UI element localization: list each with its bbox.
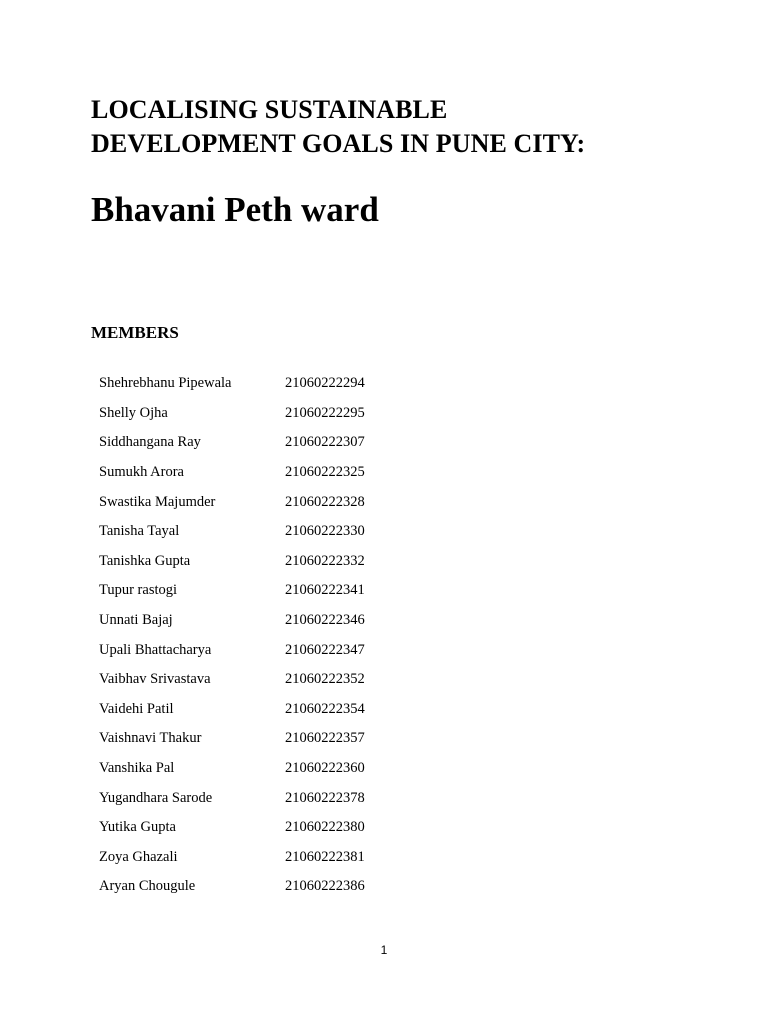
member-name: Shelly Ojha xyxy=(99,404,168,421)
ward-subtitle: Bhavani Peth ward xyxy=(91,190,379,229)
member-id: 21060222328 xyxy=(285,493,365,510)
member-row xyxy=(99,517,365,547)
member-name: Vaibhav Srivastava xyxy=(99,671,211,688)
member-id: 21060222352 xyxy=(285,671,365,688)
member-id: 21060222354 xyxy=(285,700,365,717)
member-row xyxy=(99,754,365,784)
member-id: 21060222381 xyxy=(285,848,365,865)
member-name: Sumukh Arora xyxy=(99,464,184,481)
member-name: Vanshika Pal xyxy=(99,760,175,777)
member-row xyxy=(99,813,365,843)
member-id: 21060222307 xyxy=(285,434,365,451)
member-id: 21060222294 xyxy=(285,375,365,392)
member-row xyxy=(99,487,365,517)
member-row xyxy=(99,695,365,725)
member-name: Siddhangana Ray xyxy=(99,434,201,451)
member-row xyxy=(99,783,365,813)
document-title xyxy=(91,93,585,161)
member-row xyxy=(99,606,365,636)
members-table xyxy=(99,369,365,902)
member-row xyxy=(99,369,365,399)
member-id: 21060222330 xyxy=(285,523,365,540)
member-id: 21060222295 xyxy=(285,404,365,421)
member-name: Swastika Majumder xyxy=(99,493,216,510)
member-name: Aryan Chougule xyxy=(99,878,196,895)
member-row xyxy=(99,399,365,429)
member-row xyxy=(99,724,365,754)
member-name: Tanisha Tayal xyxy=(99,523,180,540)
page-number: 1 xyxy=(380,943,388,957)
member-row xyxy=(99,635,365,665)
member-row xyxy=(99,428,365,458)
member-row xyxy=(99,872,365,902)
member-row xyxy=(99,843,365,873)
member-id: 21060222341 xyxy=(285,582,365,599)
members-heading: MEMBERS xyxy=(91,323,179,342)
member-id: 21060222332 xyxy=(285,552,365,569)
member-name: Yutika Gupta xyxy=(99,819,176,836)
member-name: Yugandhara Sarode xyxy=(99,789,213,806)
member-row xyxy=(99,458,365,488)
member-row xyxy=(99,576,365,606)
member-id: 21060222357 xyxy=(285,730,365,747)
members-list xyxy=(99,369,365,902)
member-name: Upali Bhattacharya xyxy=(99,641,212,658)
member-id: 21060222380 xyxy=(285,819,365,836)
member-name: Shehrebhanu Pipewala xyxy=(99,375,232,392)
member-id: 21060222360 xyxy=(285,760,365,777)
member-id: 21060222378 xyxy=(285,789,365,806)
member-name: Tanishka Gupta xyxy=(99,552,191,569)
title-line: LOCALISING SUSTAINABLE xyxy=(91,95,448,124)
member-name: Unnati Bajaj xyxy=(99,612,173,629)
member-name: Vaishnavi Thakur xyxy=(99,730,202,747)
member-name: Vaidehi Patil xyxy=(99,700,174,717)
member-name: Zoya Ghazali xyxy=(99,848,178,865)
member-id: 21060222325 xyxy=(285,464,365,481)
member-id: 21060222347 xyxy=(285,641,365,658)
member-row xyxy=(99,547,365,577)
member-name: Tupur rastogi xyxy=(99,582,178,599)
member-id: 21060222386 xyxy=(285,878,365,895)
member-row xyxy=(99,665,365,695)
member-id: 21060222346 xyxy=(285,612,365,629)
title-line: DEVELOPMENT GOALS IN PUNE CITY: xyxy=(91,129,586,158)
